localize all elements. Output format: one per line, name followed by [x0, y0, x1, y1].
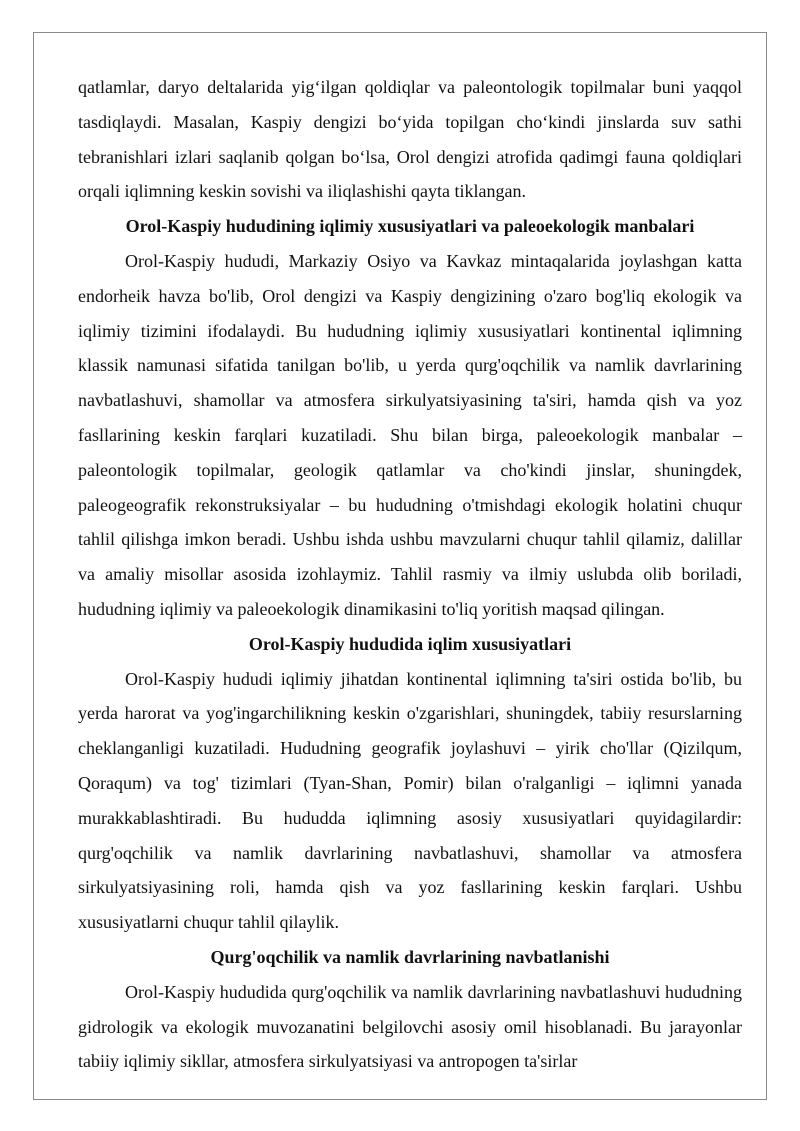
- paragraph-region-overview: Orol-Kaspiy hududi, Markaziy Osiyo va Kavkaz mintaqalarida joylashgan katta endorheik havza bo'lib, Orol dengizi va Kaspiy dengizining o'zaro bog'liq ekologik va iqlimiy tizimini ifodalaydi. Bu hududning iqlimiy xususiyatlari kontinental iqlimning klassik namunasi sifatida tanilgan bo'lib, u yerda qurg'oqchilik va namlik davrlarining navbatlashuvi, shamollar va atmosfera sirkulyatsiyasining ta'siri, hamda qish va yoz fasllarining keskin farqlari kuzatiladi. Shu bilan birga, paleoekologik manbalar – paleontologik topilmalar, geologik qatlamlar va cho'kindi jinslar, shuningdek, paleogeografik rekonstruksiyalar – bu hududning o'tmishdagi ekologik holatini chuqur tahlil qilishga imkon beradi. Ushbu ishda ushbu mavzularni chuqur tahlil qilamiz, dalillar va amaliy misollar asosida izohlaymiz. Tahlil rasmiy va ilmiy uslubda olib boriladi, hududning iqlimiy va paleoekologik dinamikasini to'liq yoritish maqsad qilingan.: [78, 250, 742, 619]
- paragraph-dry-wet-periods: Orol-Kaspiy hududida qurg'oqchilik va namlik davrlarining navbatlashuvi hududning gidrologik va ekologik muvozanatini belgilovchi asosiy omil hisoblanadi. Bu jarayonlar tabiiy iqlimiy sikllar, atmosfera sirkulyatsiyasi va antropogen ta'sirlar: [78, 981, 742, 1072]
- section-heading-climate-paleo-sources: Orol-Kaspiy hududining iqlimiy xususiyatlari va paleoekologik manbalari: [125, 216, 695, 237]
- document-body: [78, 70, 742, 1079]
- paragraph-climate-features: Orol-Kaspiy hududi iqlimiy jihatdan kontinental iqlimning ta'siri ostida bo'lib, bu yerda harorat va yog'ingarchilikning keskin o'zgarishlari, shuningdek, tabiiy resurslarning cheklanganligi kuzatiladi. Hududning geografik joylashuvi – yirik cho'llar (Qizilqum, Qoraqum) va tog' tizimlari (Tyan-Shan, Pomir) bilan o'ralganligi – iqlimni yanada murakkablashtiradi. Bu hududda iqlimning asosiy xususiyatlari quyidagilardir: qurg'oqchilik va namlik davrlarining navbatlashuvi, shamollar va atmosfera sirkulyatsiyasining roli, hamda qish va yoz fasllarining keskin farqlari. Ushbu xususiyatlarni chuqur tahlil qilaylik.: [78, 668, 742, 933]
- section-heading-climate-features: Orol-Kaspiy hududida iqlim xususiyatlari: [248, 633, 572, 654]
- section-heading-dry-wet-periods: Qurg'oqchilik va namlik davrlarining navbatlanishi: [210, 946, 610, 967]
- paragraph-intro: qatlamlar, daryo deltalarida yig‘ilgan qoldiqlar va paleontologik topilmalar buni yaqqol tasdiqlaydi. Masalan, Kaspiy dengizi bo‘yida topilgan cho‘kindi jinslarda suv sathi tebranishlari izlari saqlanib qolgan bo‘lsa, Orol dengizi atrofida qadimgi fauna qoldiqlari orqali iqlimning keskin sovishi va iliqlashishi qayta tiklangan.: [78, 77, 742, 202]
